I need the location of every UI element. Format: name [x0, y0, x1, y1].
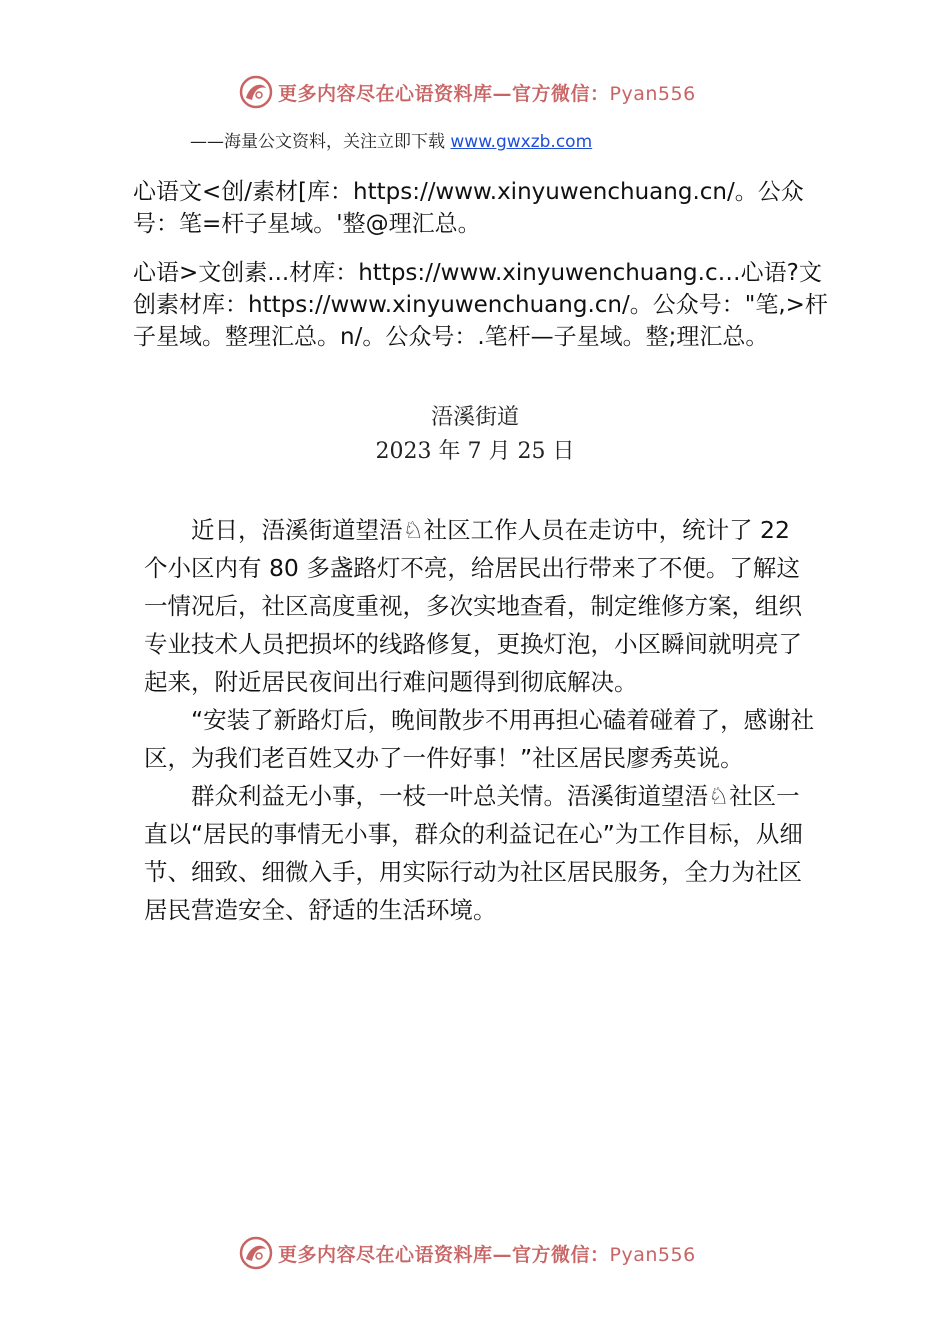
watermark-text-1: 心语文<创/素材[库：https://www.xinyuwenchuang.cn/。公众号：笔=杆子星域。'整@理汇总。 [133, 179, 804, 237]
download-link[interactable]: www.gwxzb.com [450, 132, 593, 152]
header-banner [238, 72, 696, 112]
download-subline [190, 127, 592, 152]
banner-wechat-id: Pyan556 [609, 82, 696, 105]
document-title: 浯溪街道 [430, 405, 519, 430]
footer-banner [238, 1233, 696, 1273]
document-body [144, 511, 816, 929]
watermark-text-2: 心语>文创素...材库：https://www.xinyuwenchuang.c…心语?文创素材库：https://www.xinyuwenchuang.cn/。公众号："笔,>杆子星域。整理汇总。n/。公众号：.笔杆—子星域。整;理汇总。 [133, 260, 828, 350]
paragraph: 近日，浯溪街道望浯♘社区工作人员在走访中，统计了 22 个小区内有 80 多盏路灯不亮，给居民出行带来了不便。了解这一情况后，社区高度重视，多次实地查看，制定维修方案，组织专业技术人员把损坏的线路修复，更换灯泡，小区瞬间就明亮了起来，附近居民夜间出行难问题得到彻底解决。 [144, 516, 802, 696]
document-date: 2023 年 7 月 25 日 [375, 439, 575, 464]
brand-logo-icon [238, 74, 274, 110]
banner-main-text: 更多内容尽在心语资料库—官方微信： [278, 82, 610, 105]
banner-main-text: 更多内容尽在心语资料库—官方微信： [278, 1243, 610, 1266]
banner-wechat-id: Pyan556 [609, 1243, 696, 1266]
subline-text: ——海量公文资料，关注立即下载 [190, 132, 451, 152]
brand-logo-icon [238, 1235, 274, 1271]
banner-text [278, 1240, 696, 1267]
paragraph: 群众利益无小事，一枝一叶总关情。浯溪街道望浯♘社区一直以“居民的事情无小事，群众的利益记在心”为工作目标，从细节、细致、细微入手，用实际行动为社区居民服务，全力为社区居民营造安全、舒适的生活环境。 [144, 782, 803, 924]
paragraph: “安装了新路灯后，晚间散步不用再担心磕着碰着了，感谢社区，为我们老百姓又办了一件好事！”社区居民廖秀英说。 [144, 706, 815, 772]
banner-text [278, 79, 696, 106]
